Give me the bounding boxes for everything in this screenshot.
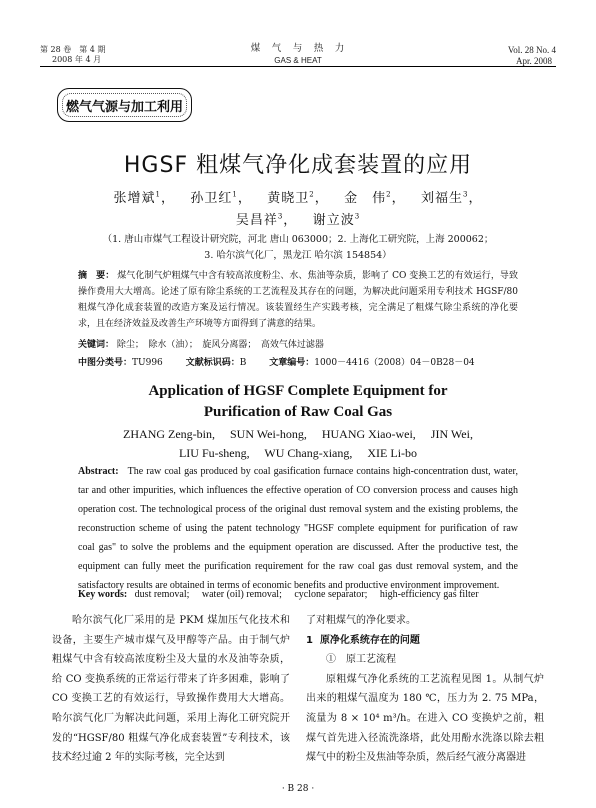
clc-label: 中图分类号： [78, 358, 133, 368]
author-name: 金 伟 [344, 191, 387, 206]
volume-issue-en: Vol. 28 No. 4 [507, 45, 556, 55]
keywords-en-label: Key words: [78, 589, 128, 600]
title-en-line1: Application of HGSF Complete Equipment for [148, 383, 448, 399]
author-name: 孙卫红 [190, 191, 233, 206]
article-no-label: 文章编号： [269, 358, 315, 368]
volume-issue-cn: 第 28 卷 第 4 期 [40, 45, 106, 54]
article-no-value: 1000－4416（2008）04－0B28－04 [314, 358, 475, 368]
section-tag-label: 燃气气源与加工利用 [65, 100, 183, 115]
journal-name-en: GAS & HEAT [274, 56, 322, 65]
abstract-en-text: The raw coal gas produced by coal gasification furnace contains high-concentration dust, water, tar and other impurities, which influences the effective operation of CO conversion process and causes high operation cost. The technological process of the original dust removal system and the existing problems, the reconstruction scheme of using the patent technology "HGSF complete equipment for purification of raw coal gas" to solve the problems and the equipment operation are discussed. After the productive test, the equipment can fully meet the purification requirement for the raw coal gas dust removal system, and the satisfactory results are obtained in terms of economic benefits and productive environment improvement. [78, 466, 518, 591]
date-cn: 2008 年 4 月 [52, 55, 102, 64]
header-rule [40, 66, 556, 67]
page-folio: · B 28 · [281, 784, 315, 794]
author-name: 黄晓卫 [267, 191, 310, 206]
author-name: 刘福生 [421, 191, 464, 206]
author-name: 吴昌祥 [235, 213, 278, 228]
author-affil-mark: 2 [386, 190, 392, 199]
author-affil-mark: 1 [232, 190, 238, 199]
keywords-zh [78, 337, 518, 350]
section-tag [57, 88, 192, 122]
title-en-line2: Purification of Raw Coal Gas [203, 404, 393, 420]
authors-zh-line2: 吴昌祥$^3$， 谢立波$^3$ [235, 212, 361, 228]
body-continued-text: 了对粗煤气的净化要求。 [306, 615, 416, 626]
keywords-zh-label: 关键词： [78, 340, 115, 350]
authors-en-line1: ZHANG Zeng-bin, SUN Wei-hong, HUANG Xiao-wei, JIN Wei, [123, 427, 473, 441]
date-en: Apr. 2008 [516, 56, 552, 66]
journal-name-cn: 煤 气 与 热 力 [250, 43, 346, 54]
abstract-zh-text: 煤气化制气炉粗煤气中含有较高浓度粉尘、水、焦油等杂质，影响了 CO 变换工艺的有效运行，导致操作费用大大增高。论述了原有除尘系统的工艺流程及其存在的问题，为解决此问题采用专利技术 HGSF/80 粗煤气净化成套装置的改造方案及运行情况。该装置经生产实践考核，完全满足了粗煤气除尘系统的净化要求，且在经济效益及改善生产环境等方面得到了满意的结果。 [78, 271, 518, 329]
author-affil-mark: 2 [309, 190, 315, 199]
section-1-heading [306, 631, 544, 651]
body-left-column: 哈尔滨气化厂采用的是 PKM 煤加压气化技术和设备，主要生产城市煤气及甲醇等产品。由于制气炉粗煤气中含有较高浓度粉尘及大量的水及油等杂质，给 CO 变换系统的正常运行带来了许多困难，影响了 CO 变换工艺的有效运行，导致操作费用大大增高。哈尔滨气化厂为解决此问题，采用上海化工研究院开发的“HGSF/80 粗煤气净化成套装置”专利技术，该技术经过逾 2 年的实际考核，完全达到 [52, 615, 290, 764]
abstract-en-label: Abstract: [78, 466, 119, 477]
doc-code-label: 文献标识码： [185, 358, 240, 368]
author-affil-mark: 1 [155, 190, 161, 199]
clc-value: TU996 [132, 358, 163, 368]
section-1-number: 1 [306, 634, 313, 646]
affiliations-zh-line2: 3. 哈尔滨气化厂，黑龙江 哈尔滨 154854） [204, 250, 392, 261]
title-zh: HGSF 粗煤气净化成套装置的应用 [123, 153, 473, 178]
author-name: 张增斌 [113, 191, 156, 206]
classification-line [78, 355, 518, 368]
author-affil-mark: 3 [463, 190, 469, 199]
keywords-en-text: dust removal; water (oil) removal; cyclone separator; high-efficiency gas filter [134, 589, 479, 600]
author-affil-mark: 3 [277, 212, 284, 221]
keywords-en [78, 585, 518, 600]
affiliations-zh-line1: （1. 唐山市煤气工程设计研究院，河北 唐山 063000；2. 上海化工研究院，上海 200062； [102, 234, 494, 245]
keywords-zh-text: 除尘； 除水（油）； 旋风分离器； 高效气体过滤器 [116, 340, 324, 350]
subsection-1-heading: ① 原工艺流程 [326, 654, 396, 666]
abstract-zh [78, 268, 518, 332]
authors-en-line2: LIU Fu-sheng, WU Chang-xiang, XIE Li-bo [178, 446, 418, 460]
body-right-paragraph: 原粗煤气净化系统的工艺流程见图 1。从制气炉出来的粗煤气温度为 180 ℃，压力为 2. 75 MPa，流量为 8 × 10⁴ m³/h。在进入 CO 变换炉之前，粗煤气首先进入径流洗涤塔，此处用酚水洗涤以除去粗煤气中的粉尘及焦油等杂质，然后经气液分离器进 [306, 673, 544, 764]
authors-zh-line1: 张增斌$^1$， 孙卫红$^1$， 黄晓卫$^2$， 金 伟$^2$， 刘福生$^3$， [113, 190, 483, 206]
abstract-en [78, 462, 518, 595]
author-affil-mark: 3 [354, 212, 361, 221]
body-right-column [306, 611, 544, 768]
author-name: 谢立波 [312, 213, 355, 228]
section-1-title: 原净化系统存在的问题 [319, 634, 420, 646]
doc-code-value: B [239, 358, 247, 368]
abstract-zh-label: 摘 要： [78, 271, 115, 281]
